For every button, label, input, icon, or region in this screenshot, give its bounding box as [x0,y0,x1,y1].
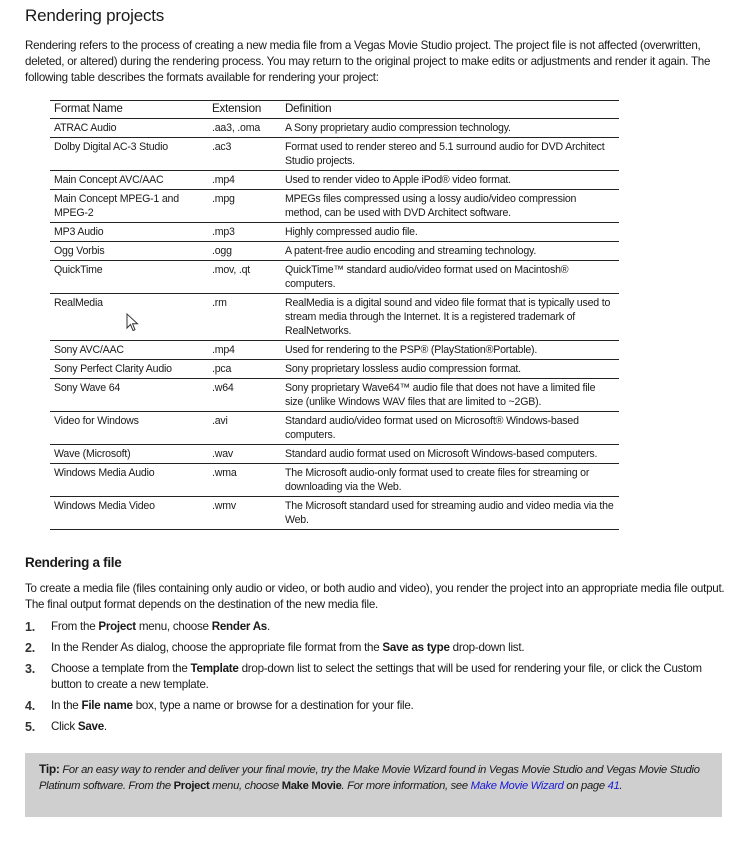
tip-text: menu, choose [209,780,282,792]
format-name-cell: Dolby Digital AC-3 Studio [50,138,208,171]
format-name-cell: Main Concept MPEG-1 and MPEG-2 [50,190,208,223]
step-item [25,640,725,656]
definition-cell: The Microsoft audio-only format used to create files for streaming or downloading via the Web. [281,464,619,497]
definition-cell: Used for rendering to the PSP® (PlayStation®Portable). [281,341,619,360]
tip-text: . For more information, see [341,780,471,792]
column-header-extension: Extension [208,101,281,119]
step-text: . [267,620,270,633]
step-text: menu, choose [135,620,212,633]
table-row [50,119,619,138]
format-name-cell: ATRAC Audio [50,119,208,138]
step-number: 2. [25,641,35,655]
table-row [50,138,619,171]
step-text: Choose a template from the [51,662,191,675]
step-ui-term: File name [81,699,133,712]
step-item [25,719,725,735]
step-text: From the [51,620,99,633]
extension-cell: .aa3, .oma [208,119,281,138]
step-item [25,619,725,635]
extension-cell: .wav [208,445,281,464]
format-name-cell: RealMedia [50,294,208,341]
definition-cell: A Sony proprietary audio compression technology. [281,119,619,138]
extension-cell: .mp4 [208,341,281,360]
definition-cell: Standard audio/video format used on Microsoft® Windows-based computers. [281,412,619,445]
step-ui-term: Save [77,720,104,733]
table-row [50,379,619,412]
step-number: 4. [25,699,35,713]
extension-cell: .pca [208,360,281,379]
step-text: Click [51,720,78,733]
rendering-a-file-paragraph: To create a media file (files containing only audio or video, or both audio and video), you render the project into an appropriate media file output. The final output format depends on the destination of the new media file. [25,582,725,611]
intro-paragraph: Rendering refers to the process of creating a new media file from a Vegas Movie Studio project. The project file is not affected (overwritten, deleted, or altered) during the rendering process. You may return to the original project to make edits or adjustments and render it again. The following table describes the formats available for rendering your project: [25,39,711,84]
extension-cell: .mpg [208,190,281,223]
table-row [50,360,619,379]
format-name-cell: MP3 Audio [50,223,208,242]
format-name-cell: Sony Wave 64 [50,379,208,412]
step-text: drop-down list. [449,641,525,654]
format-name-cell: Windows Media Video [50,497,208,530]
definition-cell: Sony proprietary Wave64™ audio file that does not have a limited file size (unlike Windows WAV files that are limited to ~2GB). [281,379,619,412]
table-row [50,464,619,497]
extension-cell: .ogg [208,242,281,261]
extension-cell: .w64 [208,379,281,412]
step-text: . [103,720,107,733]
step-ui-term: Save as type [382,641,450,654]
table-row [50,171,619,190]
page-41-link[interactable]: 41 [607,780,620,792]
step-text: In the Render As dialog, choose the appropriate file format from the [51,641,383,654]
table-row [50,223,619,242]
definition-cell: RealMedia is a digital sound and video file format that is typically used to stream media through the Internet. It is a registered trademark of RealNetworks. [281,294,619,341]
definition-cell: Highly compressed audio file. [281,223,619,242]
column-header-definition: Definition [281,101,619,119]
table-row [50,412,619,445]
definition-cell: QuickTime™ standard audio/video format used on Macintosh® computers. [281,261,619,294]
extension-cell: .avi [208,412,281,445]
table-row [50,445,619,464]
definition-cell: Standard audio format used on Microsoft Windows-based computers. [281,445,619,464]
step-ui-term: Project [98,620,136,633]
format-name-cell: Sony Perfect Clarity Audio [50,360,208,379]
definition-cell: Format used to render stereo and 5.1 surround audio for DVD Architect Studio projects. [281,138,619,171]
format-name-cell: Sony AVC/AAC [50,341,208,360]
tip-label: Tip: [39,762,60,776]
extension-cell: .wmv [208,497,281,530]
definition-cell: The Microsoft standard used for streaming audio and video media via the Web. [281,497,619,530]
step-number: 1. [25,620,35,634]
step-ui-term: Render As [211,620,268,633]
definition-cell: A patent-free audio encoding and streaming technology. [281,242,619,261]
table-row [50,341,619,360]
steps-list [25,619,725,740]
step-text: drop-down list to select the settings that will be used for rendering your file, or click the Custom button to create a new template. [51,662,702,691]
format-name-cell: Wave (Microsoft) [50,445,208,464]
tip-bold-make-movie: Make Movie [281,780,342,792]
definition-cell: Sony proprietary lossless audio compression format. [281,360,619,379]
make-movie-wizard-link[interactable]: Make Movie Wizard [470,780,564,792]
table-row [50,242,619,261]
format-name-cell: Ogg Vorbis [50,242,208,261]
definition-cell: Used to render video to Apple iPod® video format. [281,171,619,190]
table-row [50,190,619,223]
definition-cell: MPEGs files compressed using a lossy audio/video compression method, can be used with DVD Architect software. [281,190,619,223]
table-row [50,261,619,294]
tip-bold-project: Project [173,780,210,792]
format-name-cell: Windows Media Audio [50,464,208,497]
step-number: 5. [25,720,35,734]
extension-cell: .mp4 [208,171,281,190]
extension-cell: .wma [208,464,281,497]
table-row [50,497,619,530]
tip-text: For an easy way to render and deliver your final movie, try the Make Movie Wizard found in Vegas Movie Studio and Vegas Movie Studio Platinum software. From the [39,764,700,792]
tip-box [25,753,722,817]
step-ui-term: Template [190,662,239,675]
section-heading-rendering-a-file: Rendering a file [25,555,122,570]
page-heading: Rendering projects [25,6,165,25]
tip-text: . [619,780,623,792]
format-name-cell: Video for Windows [50,412,208,445]
step-text: In the [51,699,82,712]
tip-text: on page [563,780,608,792]
step-item [25,698,725,714]
extension-cell: .mov, .qt [208,261,281,294]
extension-cell: .ac3 [208,138,281,171]
step-number: 3. [25,662,35,676]
extension-cell: .mp3 [208,223,281,242]
format-name-cell: QuickTime [50,261,208,294]
table-header-row [50,101,619,119]
mouse-cursor-icon [126,313,140,333]
column-header-format-name: Format Name [50,101,208,119]
step-text: box, type a name or browse for a destination for your file. [132,699,414,712]
format-name-cell: Main Concept AVC/AAC [50,171,208,190]
step-item [25,661,725,693]
extension-cell: .rm [208,294,281,341]
